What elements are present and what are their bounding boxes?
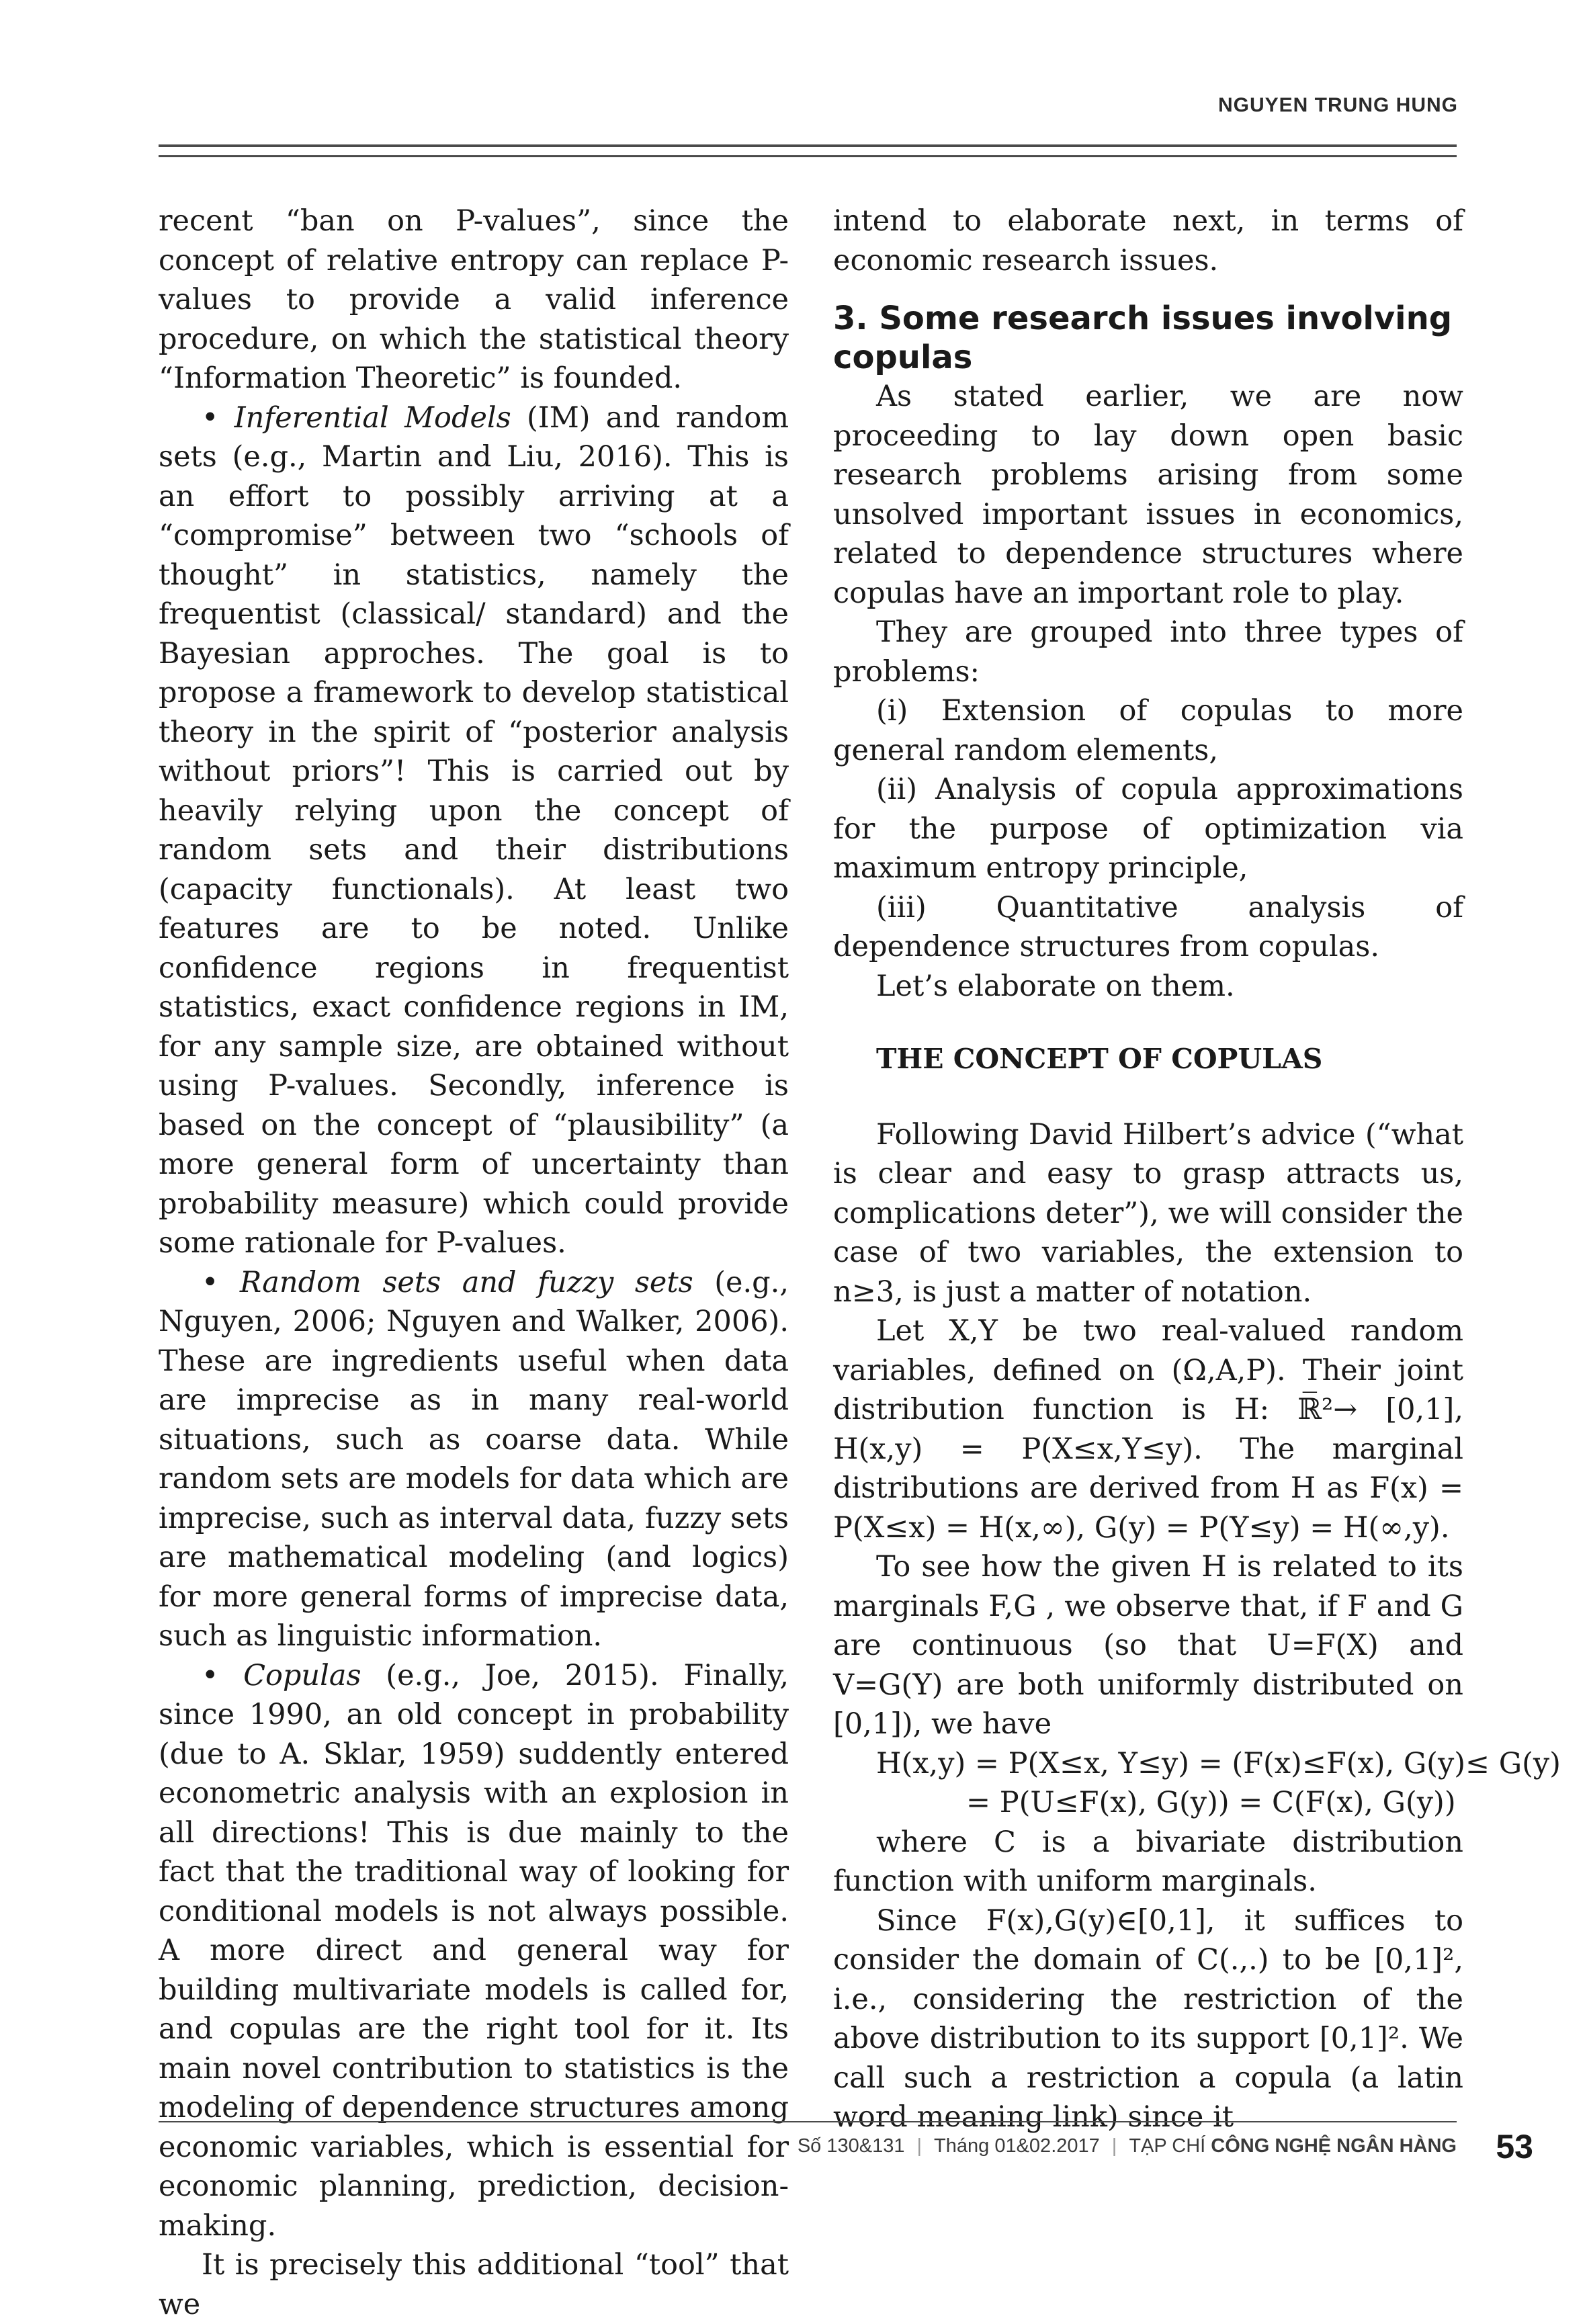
paragraph: where C is a bivariate distribution function with uniform marginals. xyxy=(833,1825,1463,1898)
bullet-icon: • xyxy=(202,1658,219,1692)
paragraph: To see how the given H is related to its marginals F,G , we observe that, if F and G are continuous (so that U=F(X) and V=G(Y) are both uniformly distributed on [0,1]), we have xyxy=(833,1550,1463,1741)
term-italic: Random sets and fuzzy sets xyxy=(239,1265,693,1299)
term-italic: Inferential Models xyxy=(234,400,511,435)
paragraph: recent “ban on P-values”, since the concept of relative entropy can replace P-values to provide a valid inference procedure, on which the statistical theory “Information Theoretic” is founded. xyxy=(159,204,789,395)
running-header-author: NGUYEN TRUNG HUNG xyxy=(1217,94,1458,116)
journal-prefix: TẠP CHÍ xyxy=(1129,2135,1206,2157)
bullet-paragraph-random-sets xyxy=(159,1263,789,1656)
bullet-paragraph-inferential-models xyxy=(159,398,789,1263)
paragraph: Following David Hilbert’s advice (“what is clear and easy to grasp attracts us, complications deter”), we will consider the case of two variables, the extension to n≥3, is just a matter of notation. xyxy=(833,1117,1463,1309)
separator: | xyxy=(1111,2135,1117,2157)
bullet-icon: • xyxy=(202,400,219,435)
left-column xyxy=(159,202,789,2324)
separator: | xyxy=(916,2135,923,2157)
equation-line: H(x,y) = P(X≤x, Y≤y) = (F(x)≤F(x), G(y)≤ G(y) xyxy=(876,1746,1561,1780)
header-double-rule xyxy=(159,144,1457,157)
journal-name: CÔNG NGHỆ NGÂN HÀNG xyxy=(1211,2135,1457,2157)
paragraph-text: (e.g., Joe, 2015). Finally, since 1990, an old concept in probability (due to A. Sklar, 1959) suddently entered econometric analysis with an explosion in all directions! This is due mainly to the fact that the traditional way of looking for conditional models is not always possible. A more direct and general way for building multivariate models is called for, and copulas are the right tool for it. Its main novel contribution to statistics is the modeling of dependence structures among economic variables, which is essential for economic planning, prediction, decision-making. xyxy=(159,1658,789,2243)
subheading: THE CONCEPT OF COPULAS xyxy=(876,1043,1323,1075)
list-item: (iii) Quantitative analysis of dependence structures from copulas. xyxy=(833,890,1463,963)
paragraph: Since F(x),G(y)∈[0,1], it suffices to consider the domain of C(.,.) to be [0,1]², i.e., considering the restriction of the above distribution to its support [0,1]². We call such a restriction a copula (a latin word meaning link) since it xyxy=(833,1903,1463,2134)
bullet-icon: • xyxy=(202,1265,219,1299)
paragraph-text: (e.g., Nguyen, 2006; Nguyen and Walker, 2006). These are ingredients useful when data are imprecise as in many real-world situations, such as coarse data. While random sets are models for data which are imprecise, such as interval data, fuzzy sets are mathematical modeling (and logics) for more general forms of imprecise data, such as linguistic information. xyxy=(159,1265,789,1653)
term-italic: Copulas xyxy=(243,1658,361,1692)
paragraph: They are grouped into three types of problems: xyxy=(833,615,1463,689)
right-column xyxy=(833,202,1561,2137)
paragraph: intend to elaborate next, in terms of economic research issues. xyxy=(833,204,1463,277)
paragraph: As stated earlier, we are now proceeding to lay down open basic research problems arising from some unsolved important issues in economics, related to dependence structures where copulas have an important role to play. xyxy=(833,380,1463,610)
issue-number: Số 130&131 xyxy=(797,2135,905,2157)
footer xyxy=(798,2135,1457,2157)
paragraph-text: (IM) and random sets (e.g., Martin and Liu, 2016). This is an effort to possibly arriving at a “compromise” between two “schools of thought” in statistics, namely the frequentist (classical/ standard) and the Bayesian approches. The goal is to propose a framework to develop statistical theory in the spirit of “posterior analysis without priors”! This is carried out by heavily relying upon the concept of random sets and their distributions (capacity functionals). At least two features are to be noted. Unlike confidence regions in frequentist statistics, exact confidence regions in IM, for any sample size, are obtained without using P-values. Secondly, inference is based on the concept of “plausibility” (a more general form of uncertainty than probability measure) which could provide some rationale for P-values. xyxy=(159,400,789,1260)
list-item: (ii) Analysis of copula approximations for the purpose of optimization via maximum entropy principle, xyxy=(833,773,1463,885)
paragraph: Let X,Y be two real-valued random variables, defined on (Ω,A,P). Their joint distribution function is H: ℝ̅²→ [0,1], H(x,y) = P(X≤x,Y≤y). The marginal distributions are derived from H as F(x) = P(X≤x) = H(x,∞), G(y) = P(Y≤y) = H(∞,y). xyxy=(833,1314,1463,1545)
section-heading: 3. Some research issues involving copulas xyxy=(833,300,1453,376)
paragraph: It is precisely this additional “tool” that we xyxy=(159,2248,789,2321)
issue-month: Tháng 01&02.2017 xyxy=(934,2135,1100,2157)
footer-rule xyxy=(159,2121,1457,2122)
bullet-paragraph-copulas xyxy=(159,1656,789,2246)
equation-line: = P(U≤F(x), G(y)) = C(F(x), G(y)) xyxy=(966,1786,1456,1819)
paragraph: Let’s elaborate on them. xyxy=(876,969,1235,1003)
list-item: (i) Extension of copulas to more general random elements, xyxy=(833,694,1463,767)
page-number: 53 xyxy=(1496,2128,1533,2165)
